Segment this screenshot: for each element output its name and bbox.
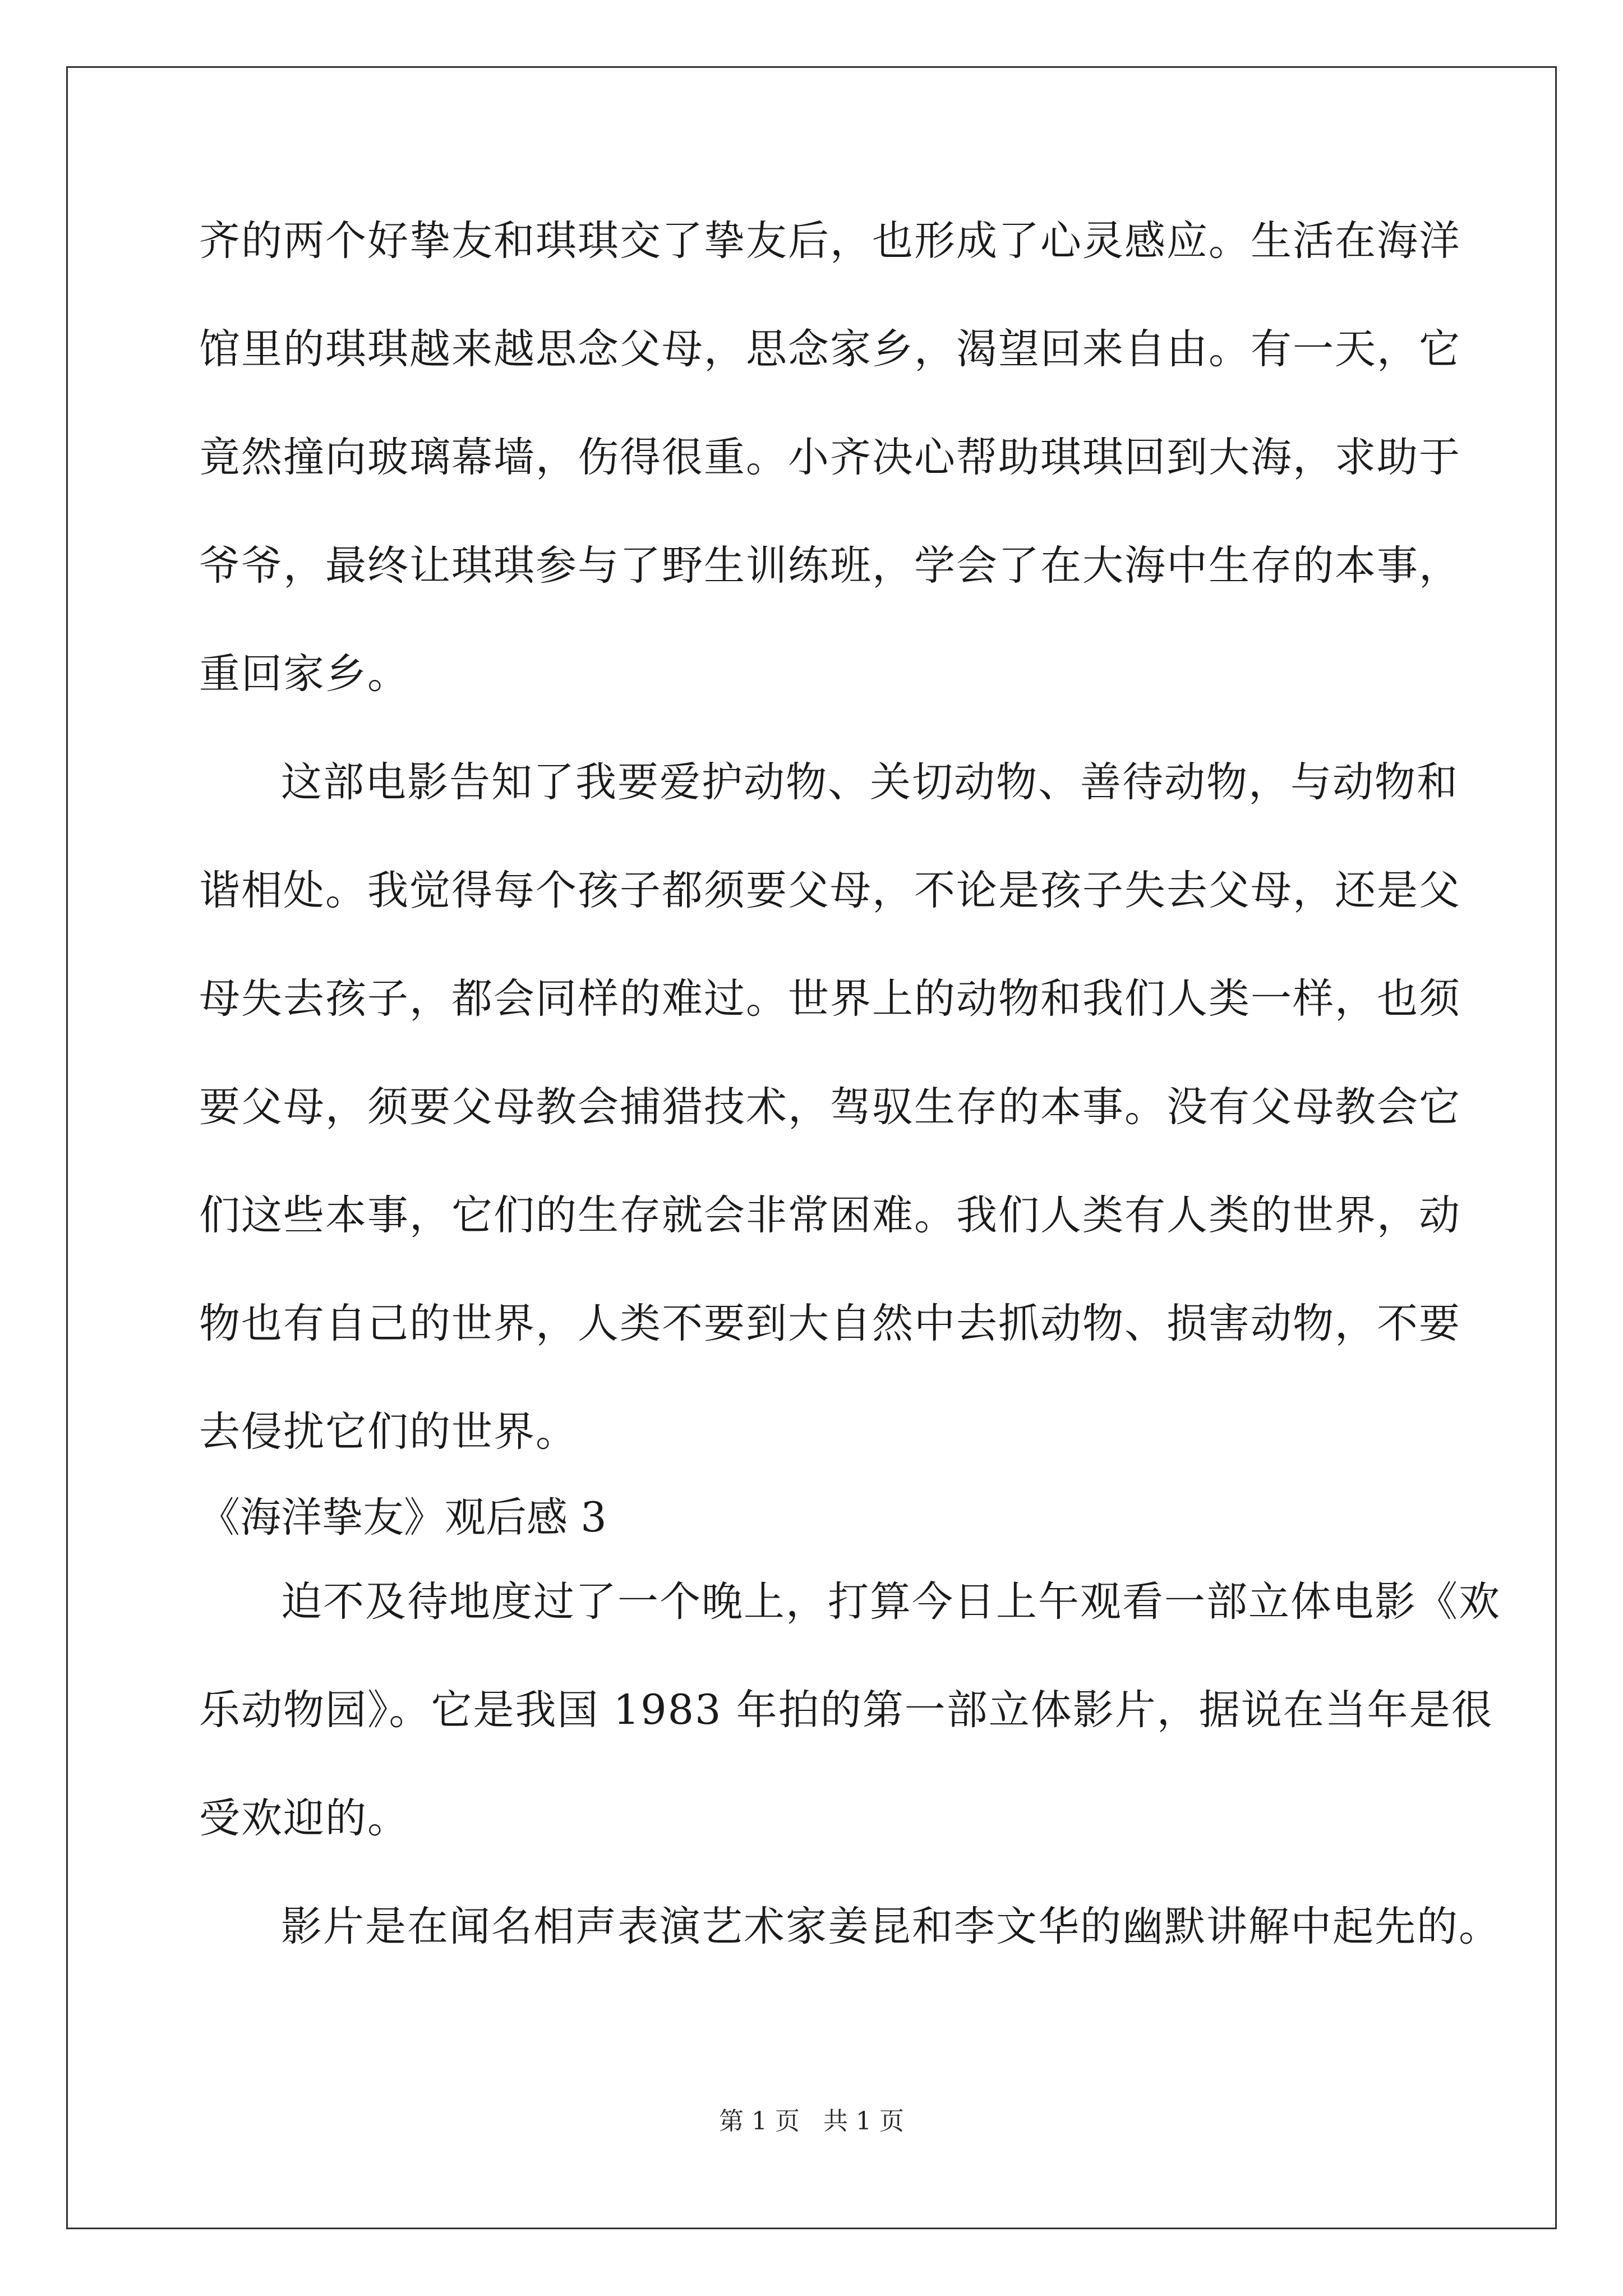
text-line: 物也有自己的世界，人类不要到大自然中去抓动物、损害动物，不要	[199, 1300, 1461, 1347]
text-line: 母失去孩子，都会同样的难过。世界上的动物和我们人类一样，也须	[199, 975, 1461, 1023]
paragraph-1	[199, 208, 1461, 749]
text-line: 馆里的琪琪越来越思念父母，思念家乡，渴望回来自由。有一天，它	[199, 325, 1461, 373]
text-line: 这部电影告知了我要爱护动物、关切动物、善待动物，与动物和	[281, 758, 1459, 806]
section-heading-wrap	[199, 1484, 1444, 1568]
paragraph-4	[199, 1893, 1501, 2001]
text-line: 乐动物园》。它是我国 1983 年拍的第一部立体影片，据说在当年是很	[199, 1686, 1493, 1734]
text-line: 去侵扰它们的世界。	[199, 1408, 578, 1456]
section-heading: 《海洋挚友》观后感 3	[199, 1494, 607, 1542]
paragraph-2	[199, 749, 1461, 1507]
text-line: 竟然撞向玻璃幕墙，伤得很重。小齐决心帮助琪琪回到大海，求助于	[199, 434, 1461, 481]
text-line: 们这些本事，它们的生存就会非常困难。我们人类有人类的世界，动	[199, 1191, 1461, 1239]
text-line: 受欢迎的。	[199, 1795, 409, 1842]
paragraph-3	[199, 1568, 1501, 1893]
text-line: 齐的两个好挚友和琪琪交了挚友后，也形成了心灵感应。生活在海洋	[199, 217, 1461, 265]
document-body	[199, 208, 1501, 2001]
text-line: 要父母，须要父母教会捕猎技术，驾驭生存的本事。没有父母教会它	[199, 1083, 1461, 1131]
text-line: 爷爷，最终让琪琪参与了野生训练班，学会了在大海中生存的本事，	[199, 542, 1461, 590]
text-line: 迫不及待地度过了一个晚上，打算今日上午观看一部立体电影《欢	[281, 1578, 1501, 1626]
page-footer: 第 1 页 共 1 页	[719, 2107, 904, 2136]
text-line: 重回家乡。	[199, 650, 409, 698]
text-line: 影片是在闻名相声表演艺术家姜昆和李文华的幽默讲解中起先的。	[281, 1903, 1501, 1950]
text-line: 谐相处。我觉得每个孩子都须要父母，不论是孩子失去父母，还是父	[199, 867, 1461, 914]
